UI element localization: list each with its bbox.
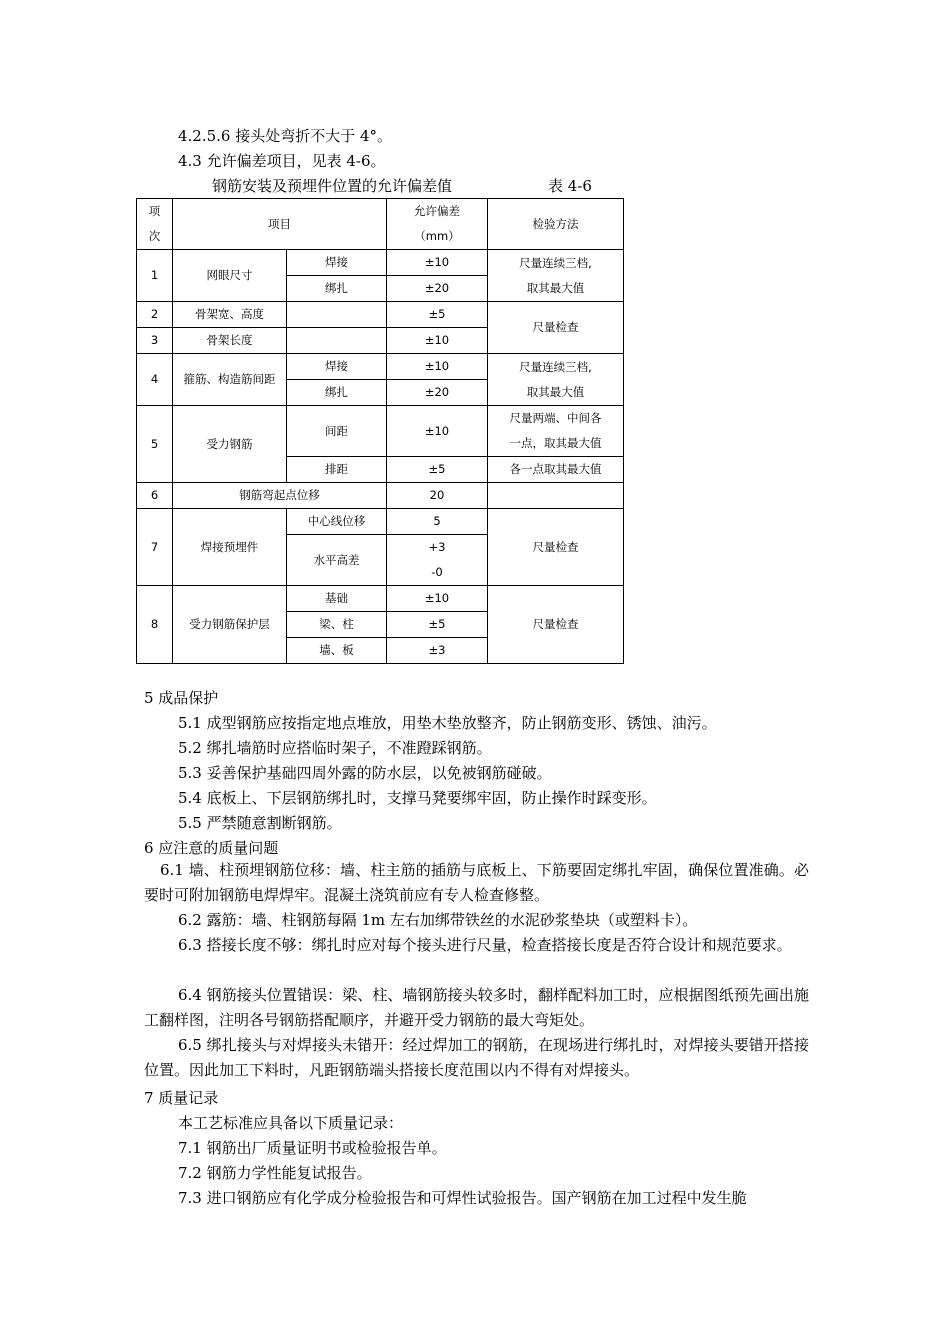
section-7-title: 7 质量记录 [144, 1089, 219, 1107]
clause-6-5: 6.5 绑扎接头与对焊接头未错开：经过焊加工的钢筋，在现场进行绑扎时，对焊接头要错开搭接位置。因此加工下料时，凡距钢筋端头搭接长度范围以内不得有对焊接头。 [144, 1036, 809, 1079]
clause-6-1: 6.1 墙、柱预埋钢筋位移：墙、柱主筋的插筋与底板上、下筋要固定绑扎牢固，确保位置准确。必要时可附加钢筋电焊焊牢。混凝土浇筑前应有专人检查修整。 [144, 861, 809, 904]
table-row: 水平高差 +3 -0 [137, 535, 624, 586]
table-row: 墙、板 ±3 [137, 638, 624, 664]
clause-4-3: 4.3 允许偏差项目，见表 4-6。 [178, 152, 386, 170]
table-number: 表 4-6 [548, 177, 592, 195]
table-row: 5 受力钢筋 间距 ±10 尺量两端、中间各 一点，取其最大值 [137, 406, 624, 457]
table-row: 排距 ±5 各一点取其最大值 [137, 457, 624, 483]
table-row: 8 受力钢筋保护层 基础 ±10 尺量检查 [137, 586, 624, 612]
clause-7-2: 7.2 钢筋力学性能复试报告。 [178, 1164, 372, 1182]
table-row: 2 骨架宽、高度 ±5 尺量检查 [137, 302, 624, 328]
clause-5-2: 5.2 绑扎墙筋时应搭临时架子，不准蹬踩钢筋。 [178, 739, 492, 757]
table-row: 3 骨架长度 ±10 [137, 328, 624, 354]
clause-4-2-5-6: 4.2.5.6 接头处弯折不大于 4°。 [178, 127, 393, 145]
table-row: 梁、柱 ±5 [137, 612, 624, 638]
table-row: 6 钢筋弯起点位移 20 [137, 483, 624, 509]
clause-5-5: 5.5 严禁随意割断钢筋。 [178, 814, 342, 832]
clause-6-4: 6.4 钢筋接头位置错误：梁、柱、墙钢筋接头较多时，翻样配料加工时，应根据图纸预先画出施工翻样图，注明各号钢筋搭配顺序，并避开受力钢筋的最大弯矩处。 [144, 986, 809, 1029]
table-row: 7 焊接预埋件 中心线位移 5 尺量检查 [137, 509, 624, 535]
section-6-title: 6 应注意的质量问题 [144, 839, 279, 857]
section-7-intro: 本工艺标准应具备以下质量记录： [178, 1114, 404, 1132]
clause-6-3: 6.3 搭接长度不够：绑扎时应对每个接头进行尺量，检查搭接长度是否符合设计和规范要求。 [178, 936, 792, 954]
section-5-title: 5 成品保护 [144, 689, 219, 707]
clause-7-1: 7.1 钢筋出厂质量证明书或检验报告单。 [178, 1139, 447, 1157]
table-row: 4 箍筋、构造筋间距 焊接 ±10 尺量连续三档, 取其最大值 [137, 354, 624, 380]
table-header-row [137, 199, 624, 250]
clause-5-4: 5.4 底板上、下层钢筋绑扎时，支撑马凳要绑牢固，防止操作时踩变形。 [178, 789, 657, 807]
table-caption: 钢筋安装及预埋件位置的允许偏差值 [212, 177, 453, 195]
header-seq: 项 次 [137, 199, 173, 250]
header-method: 检验方法 [488, 199, 624, 250]
table-row: 1 网眼尺寸 焊接 ±10 尺量连续三档, 取其最大值 [137, 250, 624, 276]
clause-5-3: 5.3 妥善保护基础四周外露的防水层，以免被钢筋碰破。 [178, 764, 552, 782]
header-tolerance: 允许偏差 （mm） [387, 199, 488, 250]
table-row: 绑扎 ±20 [137, 276, 624, 302]
table-row: 绑扎 ±20 [137, 380, 624, 406]
clause-6-2: 6.2 露筋：墙、柱钢筋每隔 1m 左右加绑带铁丝的水泥砂浆垫块（或塑料卡）。 [178, 911, 698, 929]
header-item: 项目 [173, 199, 387, 250]
clause-5-1: 5.1 成型钢筋应按指定地点堆放，用垫木垫放整齐，防止钢筋变形、锈蚀、油污。 [178, 714, 717, 732]
tolerance-table [136, 198, 624, 664]
clause-7-3: 7.3 进口钢筋应有化学成分检验报告和可焊性试验报告。国产钢筋在加工过程中发生脆 [178, 1189, 747, 1207]
